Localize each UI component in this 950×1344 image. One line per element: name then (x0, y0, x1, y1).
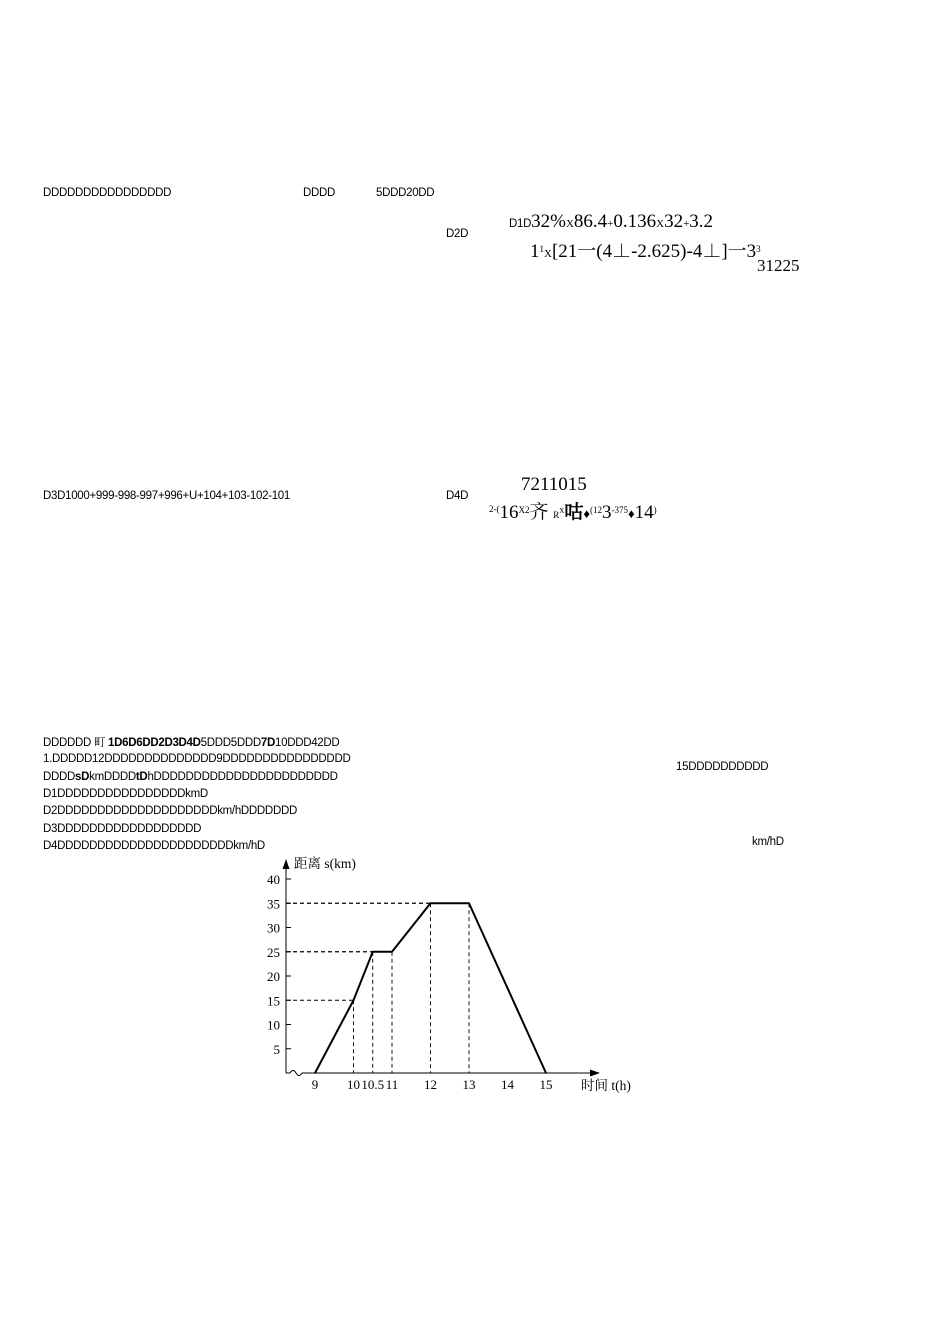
q5-sub2: D2DDDDDDDDDDDDDDDDDDDDkm/hDDDDDDD (43, 805, 297, 817)
q4-expr (489, 497, 657, 524)
q2-line2-sup: 1 (539, 244, 544, 254)
q2-part1-d: 3.2 (689, 211, 714, 232)
y-tick-label: 20 (267, 969, 280, 984)
q5-sub1: D1DDDDDDDDDDDDDDDDkmD (43, 788, 208, 800)
q3-text: D3D1000+999-998-997+996+U+104+103-102-101 (43, 490, 290, 502)
data-point (372, 951, 374, 953)
q4-g-sup: -375 (611, 505, 628, 515)
y-tick-label: 35 (267, 896, 280, 912)
q2-part1-x1: X (565, 218, 574, 230)
header-left: DDDDDDDDDDDDDDDD (43, 187, 172, 199)
q2-part1-expr: 32% (531, 211, 566, 232)
data-point (314, 1072, 316, 1074)
q2-line2-body: [21一(4⊥-2.625)-4⊥]一3 (551, 241, 757, 262)
q4-e: ♦ (583, 506, 590, 521)
q5-line2 (43, 771, 338, 783)
q2-line3: 31225 (757, 256, 800, 275)
q2-line2 (530, 236, 761, 263)
q4-g: 3 (602, 502, 612, 523)
q2-part1-prefix: D1D (509, 218, 532, 230)
q4-h: ♦ (628, 506, 635, 521)
q2-part1-b: 0.136 (613, 211, 657, 232)
x-tick-label: 15 (539, 1077, 553, 1092)
q5-side1: 15DDDDDDDDDD (676, 761, 769, 773)
q4-c-sub: R (553, 510, 560, 520)
y-tick-label: 5 (273, 1041, 280, 1057)
x-axis-break (290, 1071, 302, 1076)
q2-part1 (509, 211, 713, 233)
q4-f-sup: (12 (590, 505, 602, 515)
q5-title-bold2: 7D (260, 737, 275, 749)
y-axis-arrow (283, 859, 290, 869)
q4-pre: 2-( (489, 504, 500, 514)
q5-title-bold: 1D6D6DD2D3D4D (108, 737, 201, 749)
q4-a-sup: X2 (518, 505, 530, 515)
q4-c-sup: X (559, 507, 565, 515)
q5-title-mark: 町 (93, 737, 106, 749)
q5-line2-post: hDDDDDDDDDDDDDDDDDDDDDDD (147, 771, 338, 783)
x-tick-label: 11 (385, 1077, 399, 1092)
x-tick-label: 9 (311, 1077, 319, 1092)
q4-top: 7211015 (521, 474, 587, 495)
q4-b: 齐 (529, 502, 549, 523)
x-tick-label: 12 (424, 1077, 437, 1092)
data-point (353, 999, 355, 1001)
x-tick-label: 13 (462, 1077, 476, 1092)
q5-line2-mid: kmDDDD (89, 771, 136, 783)
q5-side2: km/hD (752, 836, 784, 848)
q5-sub4: D4DDDDDDDDDDDDDDDDDDDDDDkm/hD (43, 840, 265, 852)
q5-title-pre: DDDDDD (43, 737, 92, 749)
x-axis-label: 时间 t(h) (581, 1078, 631, 1093)
q5-line2-s: sD (75, 771, 90, 783)
q5-line2-pre: DDDD (43, 771, 76, 783)
q5-title-post: 10DDD42DD (275, 737, 340, 749)
q5-sub3: D3DDDDDDDDDDDDDDDDDD (43, 823, 202, 835)
q4-i: 14 (634, 502, 654, 523)
q4-i-sup: ) (653, 505, 657, 515)
q2-part1-plus1: + (607, 218, 614, 230)
data-point (545, 1072, 547, 1074)
y-tick-label: 10 (267, 1017, 280, 1033)
x-axis-arrow (590, 1070, 600, 1077)
header-mid: DDDD (303, 187, 336, 199)
y-tick-label: 40 (267, 872, 280, 887)
data-point (391, 951, 393, 953)
q5-title (43, 734, 339, 750)
x-tick-label: 10.5 (361, 1077, 385, 1092)
q2-line2-sup2: 3 (756, 244, 761, 254)
data-point (468, 902, 470, 904)
x-tick-label: 10 (347, 1077, 360, 1092)
q2-part1-x2: X (656, 218, 665, 230)
y-tick-label: 25 (267, 944, 280, 960)
q5-line2-t: tD (135, 771, 148, 783)
y-tick-label: 30 (267, 920, 280, 936)
q2-line2-x: X (544, 248, 552, 260)
q4-a: 16 (499, 502, 519, 523)
q4-label: D4D (446, 490, 469, 502)
q5-title-mid: 5DDD5DDD (200, 737, 261, 749)
x-tick-label: 14 (501, 1077, 514, 1092)
q2-label: D2D (446, 228, 469, 240)
data-point (430, 902, 432, 904)
q2-line2-lead: 1 (530, 241, 540, 262)
q2-part1-a: 86.4 (573, 211, 608, 232)
header-right: 5DDD20DD (376, 187, 435, 199)
y-axis-label: 距离 s(km) (294, 856, 356, 871)
distance-time-chart (250, 848, 650, 1098)
y-tick-label: 15 (267, 993, 280, 1009)
q4-d: 咕 (564, 502, 584, 523)
q5-line1: 1.DDDDD12DDDDDDDDDDDDDD9DDDDDDDDDDDDDDDD (43, 753, 351, 765)
q2-part1-c: 32 (664, 211, 684, 232)
q2-part1-plus2: + (683, 218, 690, 230)
